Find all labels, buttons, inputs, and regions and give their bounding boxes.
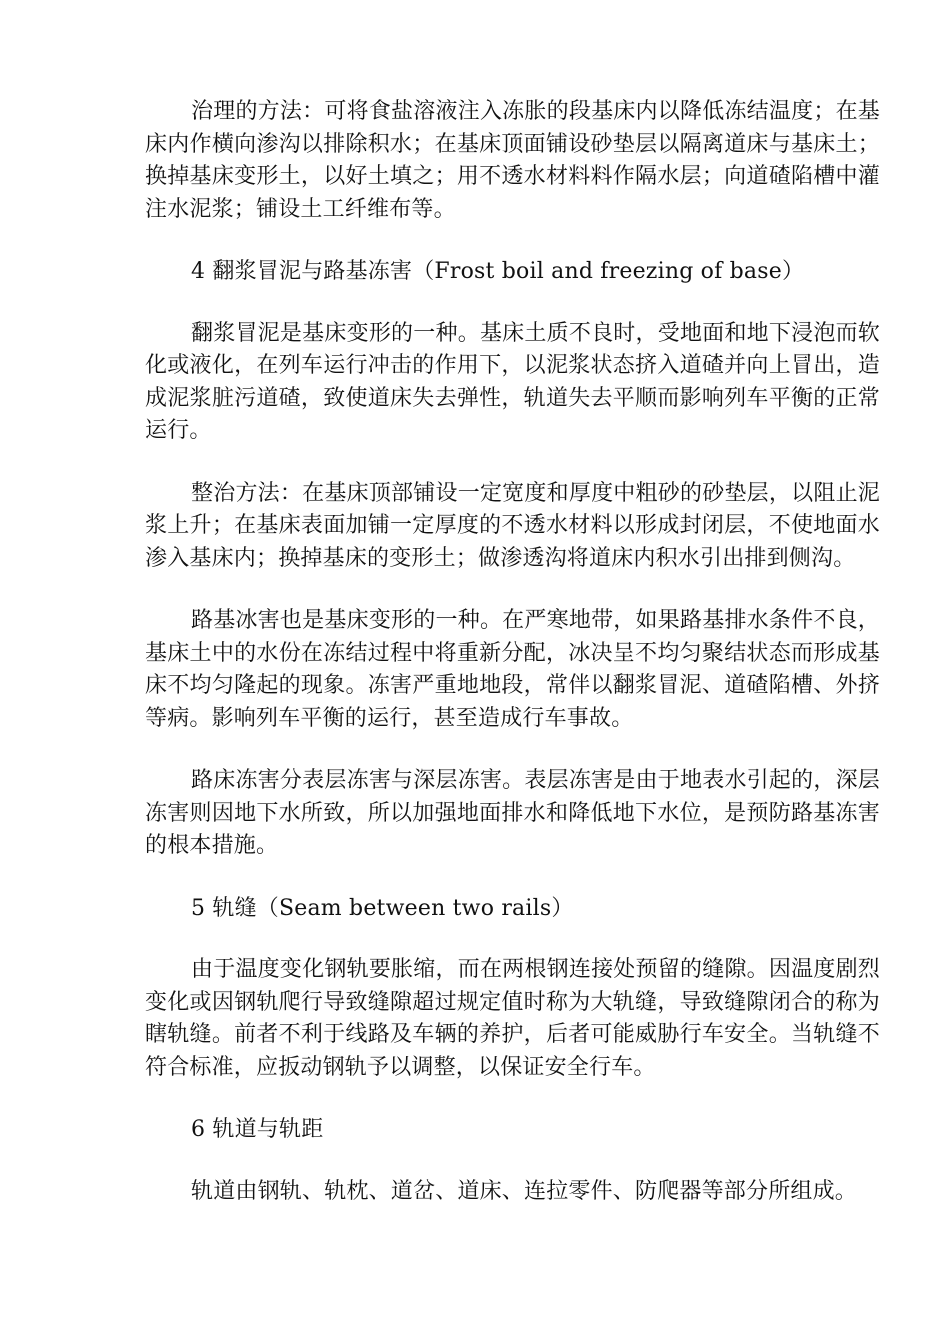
paragraph-freezing-types: 路床冻害分表层冻害与深层冻害。表层冻害是由于地表水引起的，深层冻害则因地下水所致，所以加强地面排水和降低地下水位，是预防路基冻害的根本措施。 xyxy=(145,768,880,858)
paragraph-freezing-damage: 路基冰害也是基床变形的一种。在严寒地带，如果路基排水条件不良，基床土中的水份在冻结过程中将重新分配，冰决呈不均匀聚结状态而形成基床不均匀隆起的现象。冻害严重地地段，常伴以翻浆冒泥、道碴陷槽、外挤等病。影响列车平衡的运行，甚至造成行车事故。 xyxy=(145,608,880,731)
document-page xyxy=(145,96,880,1238)
paragraph-treatment-methods: 治理的方法：可将食盐溶液注入冻胀的段基床内以降低冻结温度；在基床内作横向渗沟以排除积水；在基床顶面铺设砂垫层以隔离道床与基床土；换掉基床变形土，以好土填之；用不透水材料料作隔水层；向道碴陷槽中灌注水泥浆；铺设土工纤维布等。 xyxy=(145,99,880,222)
paragraph-frost-boil-definition: 翻浆冒泥是基床变形的一种。基床土质不良时，受地面和地下浸泡而软化或液化，在列车运行冲击的作用下，以泥浆状态挤入道碴并向上冒出，造成泥浆脏污道碴，致使道床失去弹性，轨道失去平顺而影响列车平衡的正常运行。 xyxy=(145,320,880,443)
section-heading-track-gauge: 6 轨道与轨距 xyxy=(191,1117,324,1142)
paragraph-track-components: 轨道由钢轨、轨枕、道岔、道床、连拉零件、防爬器等部分所组成。 xyxy=(191,1178,858,1204)
paragraph-frost-boil-remedy: 整治方法：在基床顶部铺设一定宽度和厚度中粗砂的砂垫层，以阻止泥浆上升；在基床表面加铺一定厚度的不透水材料以形成封闭层，不使地面水渗入基床内；换掉基床的变形土；做渗透沟将道床内积水引出排到侧沟。 xyxy=(145,480,880,571)
section-heading-frost-boil: 4 翻浆冒泥与路基冻害（Frost boil and freezing of base） xyxy=(191,259,805,284)
section-heading-rail-seam: 5 轨缝（Seam between two rails） xyxy=(191,895,574,921)
paragraph-rail-seam: 由于温度变化钢轨要胀缩，而在两根钢连接处预留的缝隙。因温度剧烈变化或因钢轨爬行导致缝隙超过规定值时称为大轨缝，导致缝隙闭合的称为瞎轨缝。前者不利于线路及车辆的养护，后者可能威胁行车安全。当轨缝不符合标准，应扳动钢轨予以调整，以保证安全行车。 xyxy=(145,957,880,1080)
